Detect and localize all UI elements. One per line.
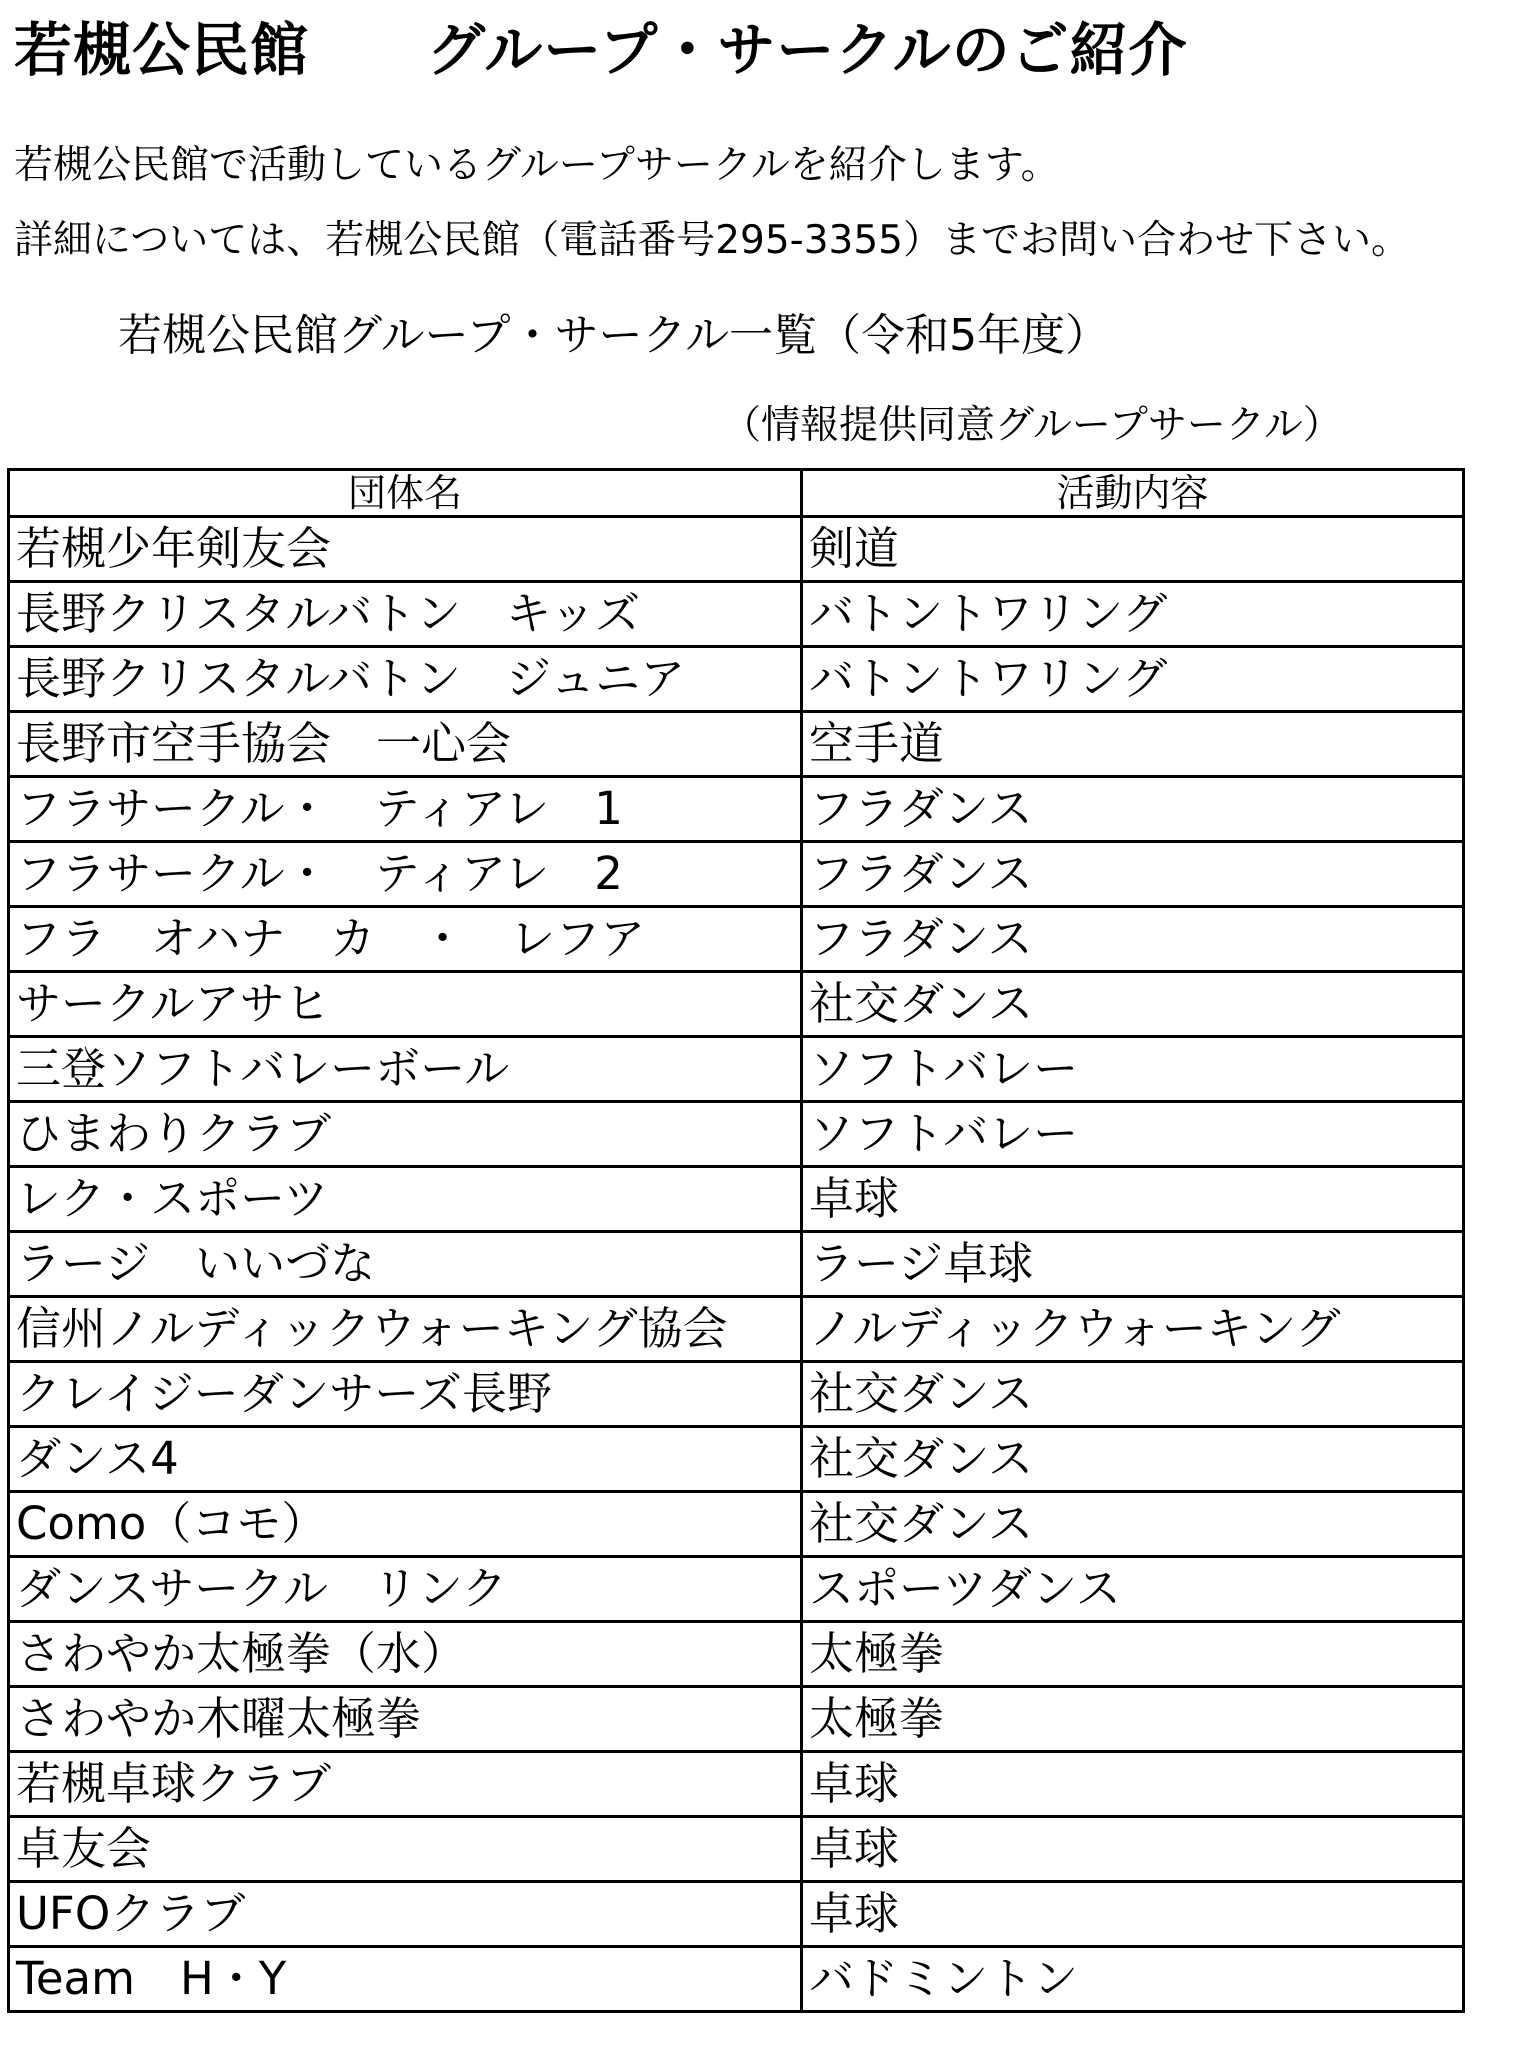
activity-cell: 卓球: [802, 1167, 1464, 1232]
group-name-cell: 三登ソフトバレーボール: [9, 1037, 802, 1102]
group-name-cell: ダンスサークル リンク: [9, 1557, 802, 1622]
activity-cell: 卓球: [802, 1752, 1464, 1817]
table-row: [9, 1427, 1464, 1492]
table-row: [9, 1297, 1464, 1362]
activity-cell: 太極拳: [802, 1687, 1464, 1752]
activity-cell: 卓球: [802, 1882, 1464, 1947]
activity-cell: ソフトバレー: [802, 1037, 1464, 1102]
group-name-cell: ダンス4: [9, 1427, 802, 1492]
group-circle-table: [7, 468, 1465, 2013]
table-row: [9, 647, 1464, 712]
group-name-cell: フラサークル・ ティアレ 1: [9, 777, 802, 842]
group-name-cell: フラ オハナ カ ・ レフア: [9, 907, 802, 972]
group-name-cell: 若槻少年剣友会: [9, 517, 802, 582]
header-activity: 活動内容: [802, 470, 1464, 517]
activity-cell: 空手道: [802, 712, 1464, 777]
page-title: 若槻公民館 グループ・サークルのご紹介: [14, 16, 1188, 84]
table-row: [9, 1882, 1464, 1947]
list-note: （情報提供同意グループサークル）: [722, 403, 1342, 448]
activity-cell: バドミントン: [802, 1947, 1464, 2012]
activity-cell: 社交ダンス: [802, 1492, 1464, 1557]
activity-cell: フラダンス: [802, 777, 1464, 842]
group-name-cell: さわやか太極拳（水）: [9, 1622, 802, 1687]
table-row: [9, 1232, 1464, 1297]
table-row: [9, 517, 1464, 582]
activity-cell: ノルディックウォーキング: [802, 1297, 1464, 1362]
table-row: [9, 1492, 1464, 1557]
group-name-cell: レク・スポーツ: [9, 1167, 802, 1232]
table-row: [9, 1752, 1464, 1817]
table-row: [9, 842, 1464, 907]
table-header-row: [9, 470, 1464, 517]
table-row: [9, 777, 1464, 842]
table-row: [9, 972, 1464, 1037]
intro-text-line-2: 詳細については、若槻公民館（電話番号295-3355）までお問い合わせ下さい。: [14, 218, 1410, 263]
table-row: [9, 1947, 1464, 2012]
group-name-cell: Team H・Y: [9, 1947, 802, 2012]
table-row: [9, 1362, 1464, 1427]
group-name-cell: UFOクラブ: [9, 1882, 802, 1947]
group-name-cell: 長野クリスタルバトン キッズ: [9, 582, 802, 647]
table-row: [9, 1817, 1464, 1882]
group-name-cell: 長野市空手協会 一心会: [9, 712, 802, 777]
table-row: [9, 1622, 1464, 1687]
table-row: [9, 1687, 1464, 1752]
table-row: [9, 582, 1464, 647]
activity-cell: フラダンス: [802, 842, 1464, 907]
activity-cell: 太極拳: [802, 1622, 1464, 1687]
activity-cell: スポーツダンス: [802, 1557, 1464, 1622]
table-row: [9, 907, 1464, 972]
table-row: [9, 1557, 1464, 1622]
activity-cell: ソフトバレー: [802, 1102, 1464, 1167]
group-name-cell: 信州ノルディックウォーキング協会: [9, 1297, 802, 1362]
activity-cell: ラージ卓球: [802, 1232, 1464, 1297]
activity-cell: 剣道: [802, 517, 1464, 582]
group-name-cell: 若槻卓球クラブ: [9, 1752, 802, 1817]
activity-cell: 社交ダンス: [802, 1427, 1464, 1492]
group-name-cell: 長野クリスタルバトン ジュニア: [9, 647, 802, 712]
group-name-cell: Como（コモ）: [9, 1492, 802, 1557]
activity-cell: バトントワリング: [802, 647, 1464, 712]
group-name-cell: ひまわりクラブ: [9, 1102, 802, 1167]
intro-text-line-1: 若槻公民館で活動しているグループサークルを紹介します。: [14, 143, 1060, 188]
activity-cell: 社交ダンス: [802, 972, 1464, 1037]
activity-cell: 卓球: [802, 1817, 1464, 1882]
table-row: [9, 1037, 1464, 1102]
list-title: 若槻公民館グループ・サークル一覧（令和5年度）: [118, 310, 1110, 361]
table-row: [9, 712, 1464, 777]
header-group-name: 団体名: [9, 470, 802, 517]
group-name-cell: 卓友会: [9, 1817, 802, 1882]
group-name-cell: ラージ いいづな: [9, 1232, 802, 1297]
activity-cell: 社交ダンス: [802, 1362, 1464, 1427]
activity-cell: フラダンス: [802, 907, 1464, 972]
table-row: [9, 1102, 1464, 1167]
activity-cell: バトントワリング: [802, 582, 1464, 647]
group-name-cell: さわやか木曜太極拳: [9, 1687, 802, 1752]
table-row: [9, 1167, 1464, 1232]
group-name-cell: サークルアサヒ: [9, 972, 802, 1037]
group-name-cell: フラサークル・ ティアレ 2: [9, 842, 802, 907]
table-body: [9, 517, 1464, 2012]
group-name-cell: クレイジーダンサーズ長野: [9, 1362, 802, 1427]
